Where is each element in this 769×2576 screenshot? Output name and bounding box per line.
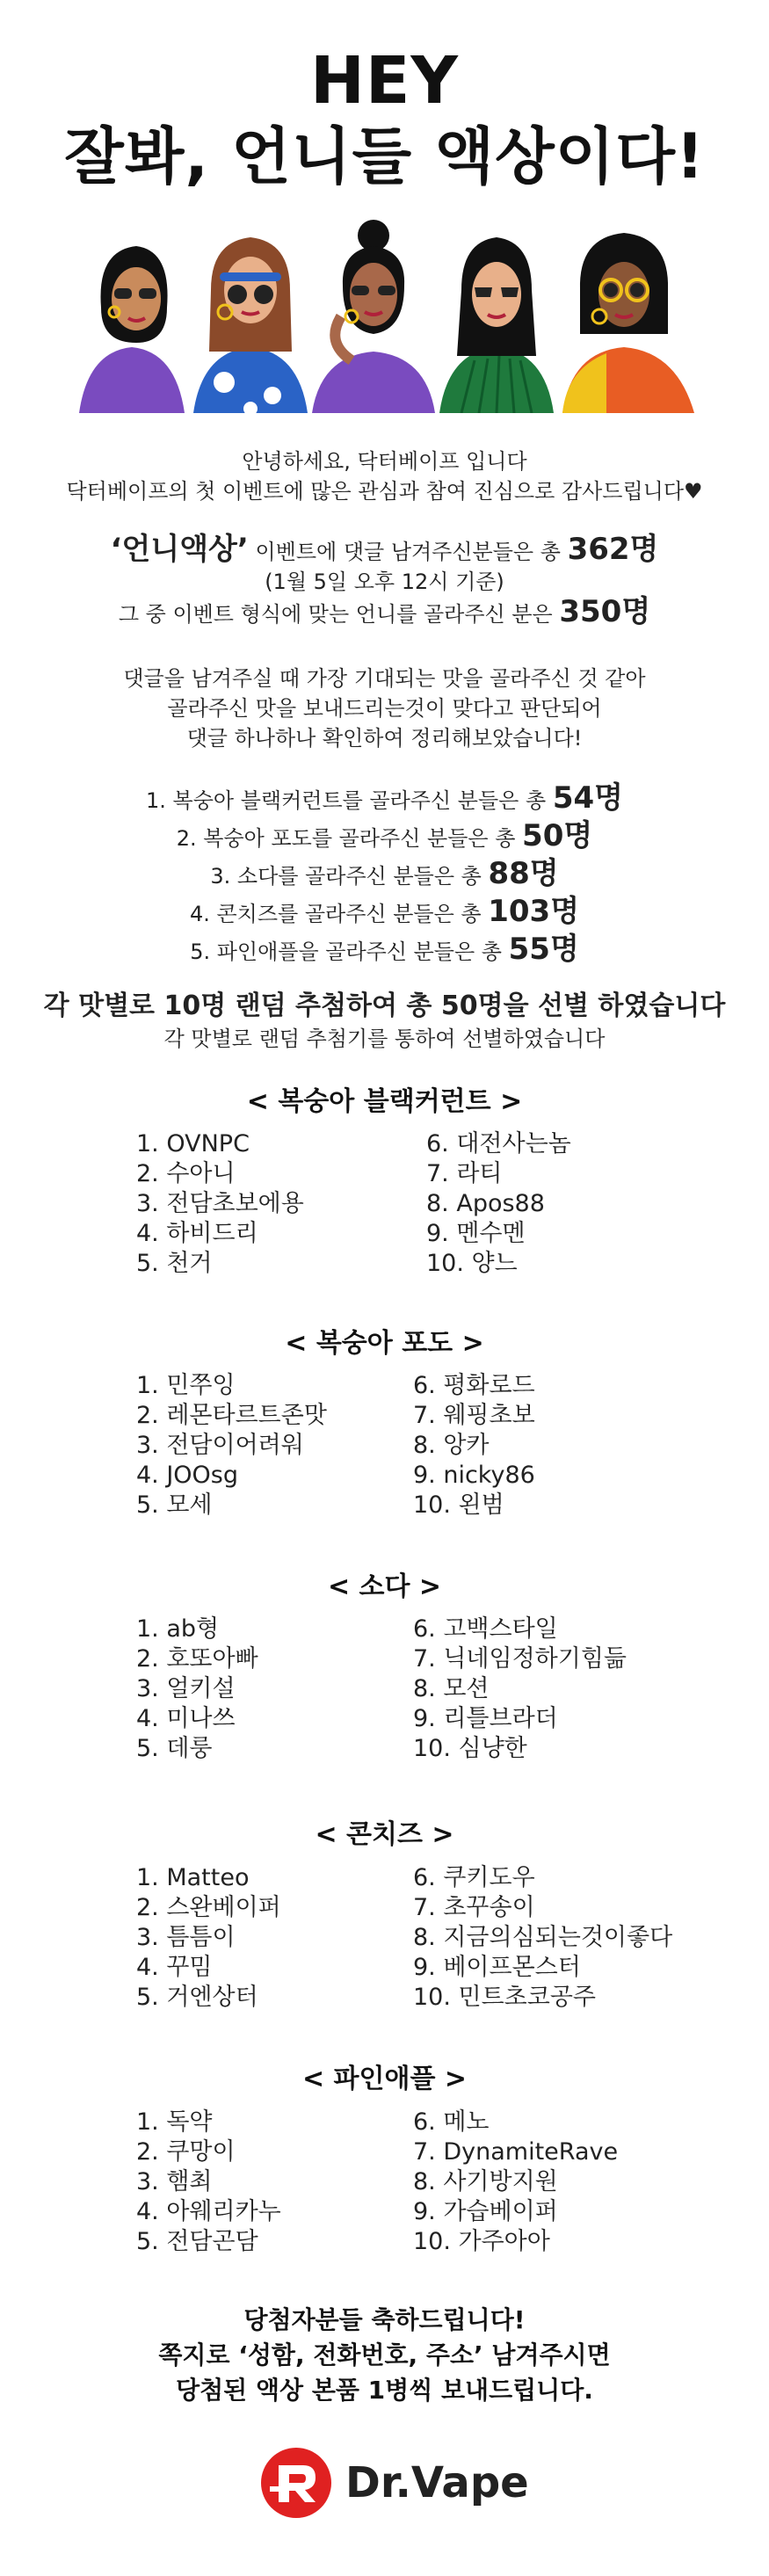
winner-list-right bbox=[426, 1129, 571, 1279]
explanation-line-2: 골라주신 맛을 보내드리는것이 맞다고 판단되어 bbox=[167, 696, 602, 721]
flavor-count-value: 103명 bbox=[488, 894, 580, 929]
flavor-count-line bbox=[0, 932, 769, 969]
woman-1-figure bbox=[79, 246, 185, 413]
headline-title: 잘봐, 언니들 액상이다! bbox=[64, 120, 705, 192]
closing-line-1: 당첨자분들 축하드립니다! bbox=[243, 2305, 526, 2334]
winner-item: 4. JOOsg bbox=[136, 1462, 239, 1489]
winner-item: 5. 모세 bbox=[136, 1491, 213, 1519]
winner-item: 2. 호또아빠 bbox=[136, 1645, 258, 1673]
winner-item: 4. 하비드리 bbox=[136, 1220, 258, 1247]
winner-list-left bbox=[136, 1615, 258, 1764]
winner-item: 8. 모션 bbox=[413, 1675, 490, 1702]
winner-item: 6. 대전사는놈 bbox=[426, 1130, 571, 1157]
winner-item: 9. 가습베이퍼 bbox=[413, 2198, 558, 2225]
flavor-counts-block bbox=[0, 780, 769, 969]
winner-item: 1. Matteo bbox=[136, 1864, 250, 1891]
winner-item: 1. ab형 bbox=[136, 1615, 220, 1643]
winner-item: 5. 전담곤담 bbox=[136, 2228, 258, 2255]
winner-item: 7. DynamiteRave bbox=[413, 2138, 619, 2166]
winner-list-left bbox=[136, 1371, 327, 1520]
flavor-count-line bbox=[0, 780, 769, 818]
selection-headline: 각 맛별로 10명 랜덤 추첨하여 총 50명을 선별 하였습니다 bbox=[43, 990, 726, 1021]
winner-item: 1. 민쭈잉 bbox=[136, 1372, 236, 1399]
flavor-count-text: 1. 복숭아 블랙커런트를 골라주신 분들은 총 bbox=[146, 788, 553, 813]
winner-list-left bbox=[136, 1129, 304, 1279]
woman-2-figure bbox=[193, 237, 308, 413]
winner-item: 10. 심냥한 bbox=[413, 1735, 527, 1762]
flavor-count-text: 3. 소다를 골라주신 분들은 총 bbox=[210, 864, 489, 889]
winner-item: 9. 베이프몬스터 bbox=[413, 1954, 581, 1981]
brand-logo bbox=[259, 2443, 529, 2522]
headline-hey: HEY bbox=[309, 43, 460, 119]
winner-item: 1. OVNPC bbox=[136, 1130, 250, 1157]
flavor-count-text: 4. 콘치즈를 골라주신 분들은 총 bbox=[189, 902, 489, 926]
winner-item: 7. 초꾸송이 bbox=[413, 1894, 535, 1921]
closing-line-2: 쪽지로 ‘성함, 전화번호, 주소’ 남겨주시면 bbox=[158, 2340, 611, 2369]
winner-item: 10. 민트초코공주 bbox=[413, 1984, 597, 2011]
woman-5-figure bbox=[562, 233, 694, 413]
winner-item: 4. 미나쓰 bbox=[136, 1705, 236, 1732]
women-illustration bbox=[62, 202, 712, 413]
flavor-count-value: 55명 bbox=[508, 932, 579, 967]
winner-item: 2. 쿠망이 bbox=[136, 2138, 236, 2166]
woman-4-figure bbox=[439, 237, 554, 413]
winner-item: 5. 천거 bbox=[136, 1250, 213, 1277]
flavor-count-line bbox=[0, 818, 769, 856]
winner-item: 2. 레몬타르트존맛 bbox=[136, 1402, 327, 1429]
winner-list-right bbox=[413, 1371, 535, 1520]
winner-item: 10. 왼범 bbox=[413, 1491, 504, 1519]
explanation-line-1: 댓글을 남겨주실 때 가장 기대되는 맛을 골라주신 것 같아 bbox=[123, 666, 646, 691]
selection-sub: 각 맛별로 랜덤 추첨기를 통하여 선별하였습니다 bbox=[163, 1027, 606, 1051]
closing-line-3: 당첨된 액상 본품 1병씩 보내드립니다. bbox=[176, 2376, 593, 2405]
flavor-count-line bbox=[0, 856, 769, 894]
thanks-text: 닥터베이프의 첫 이벤트에 많은 관심과 참여 진심으로 감사드립니다♥ bbox=[66, 479, 703, 504]
explanation-block bbox=[0, 664, 769, 753]
winner-list-right bbox=[413, 2108, 618, 2257]
winner-item: 4. 아웨리카누 bbox=[136, 2198, 281, 2225]
comment-count: 362명 bbox=[567, 532, 659, 567]
closing-block bbox=[0, 2303, 769, 2408]
winner-item: 7. 웨핑초보 bbox=[413, 1402, 535, 1429]
winner-item: 10. 가주아아 bbox=[413, 2228, 550, 2255]
winner-item: 3. 전담이어려워 bbox=[136, 1432, 304, 1459]
section-title-peach-grape: < 복숭아 포도 > bbox=[285, 1328, 484, 1359]
section-title-corn-cheese: < 콘치즈 > bbox=[315, 1819, 454, 1850]
winner-item: 6. 고백스타일 bbox=[413, 1615, 558, 1643]
section-title-pineapple: < 파인애플 > bbox=[301, 2064, 468, 2094]
winner-item: 9. 멘수멘 bbox=[426, 1220, 526, 1247]
winner-list-left bbox=[136, 2108, 281, 2257]
winner-item: 4. 꾸밈 bbox=[136, 1954, 213, 1981]
winner-item: 3. 햄최 bbox=[136, 2168, 213, 2195]
intro-block bbox=[0, 446, 769, 506]
winner-item: 7. 닉네임정하기힘듦 bbox=[413, 1645, 627, 1673]
winner-item: 7. 라티 bbox=[426, 1160, 503, 1187]
winner-item: 5. 데룽 bbox=[136, 1735, 213, 1762]
event-name: ‘언니액상’ bbox=[110, 532, 249, 567]
cutoff-text: (1월 5일 오후 12시 기준) bbox=[265, 570, 504, 594]
brand-name: Dr.Vape bbox=[345, 2458, 529, 2507]
flavor-count-value: 88명 bbox=[488, 856, 559, 891]
brand-mark-icon bbox=[259, 2446, 333, 2520]
winner-item: 3. 전담초보에용 bbox=[136, 1190, 304, 1217]
comment-stat-text: 이벤트에 댓글 남겨주신분들은 총 bbox=[248, 540, 568, 564]
match-stat-line bbox=[0, 594, 769, 629]
winner-list-right bbox=[413, 1863, 672, 2013]
winner-item: 6. 메노 bbox=[413, 2108, 490, 2136]
winner-item: 8. 앙카 bbox=[413, 1432, 490, 1459]
winner-item: 3. 얼키설 bbox=[136, 1675, 236, 1702]
flavor-count-value: 50명 bbox=[522, 818, 593, 853]
winner-list-left bbox=[136, 1863, 281, 2013]
winner-item: 10. 양느 bbox=[426, 1250, 518, 1277]
winner-item: 3. 틈틈이 bbox=[136, 1924, 236, 1951]
explanation-line-3: 댓글 하나하나 확인하여 정리해보았습니다! bbox=[186, 726, 583, 751]
winner-item: 6. 쿠키도우 bbox=[413, 1864, 535, 1891]
flavor-count-text: 2. 복숭아 포도를 골라주신 분들은 총 bbox=[176, 826, 523, 851]
stats-block bbox=[0, 534, 769, 629]
section-title-peach-blackcurrant: < 복숭아 블랙커런트 > bbox=[246, 1086, 523, 1117]
winner-item: 2. 스완베이퍼 bbox=[136, 1894, 281, 1921]
woman-3-figure bbox=[312, 220, 435, 413]
winner-item: 8. 지금의심되는것이좋다 bbox=[413, 1924, 673, 1951]
flavor-count-text: 5. 파인애플을 골라주신 분들은 총 bbox=[190, 940, 509, 964]
winner-item: 5. 거엔상터 bbox=[136, 1984, 258, 2011]
winner-item: 1. 독약 bbox=[136, 2108, 213, 2136]
greeting-text: 안녕하세요, 닥터베이프 입니다 bbox=[242, 449, 527, 474]
flavor-count-line bbox=[0, 894, 769, 932]
match-stat-text: 그 중 이벤트 형식에 맞는 언니를 골라주신 분은 bbox=[118, 602, 560, 627]
match-count: 350명 bbox=[559, 594, 651, 629]
section-title-soda: < 소다 > bbox=[327, 1571, 442, 1602]
flavor-count-value: 54명 bbox=[552, 780, 623, 816]
winner-item: 9. nicky86 bbox=[413, 1462, 535, 1489]
selection-block bbox=[0, 989, 769, 1054]
comment-stat-line bbox=[0, 534, 769, 567]
winner-list-right bbox=[413, 1615, 627, 1764]
winner-item: 8. Apos88 bbox=[426, 1190, 545, 1217]
winner-item: 8. 사기방지원 bbox=[413, 2168, 558, 2195]
winner-item: 2. 수아니 bbox=[136, 1160, 236, 1187]
winner-item: 9. 리틀브라더 bbox=[413, 1705, 558, 1732]
winner-item: 6. 평화로드 bbox=[413, 1372, 535, 1399]
